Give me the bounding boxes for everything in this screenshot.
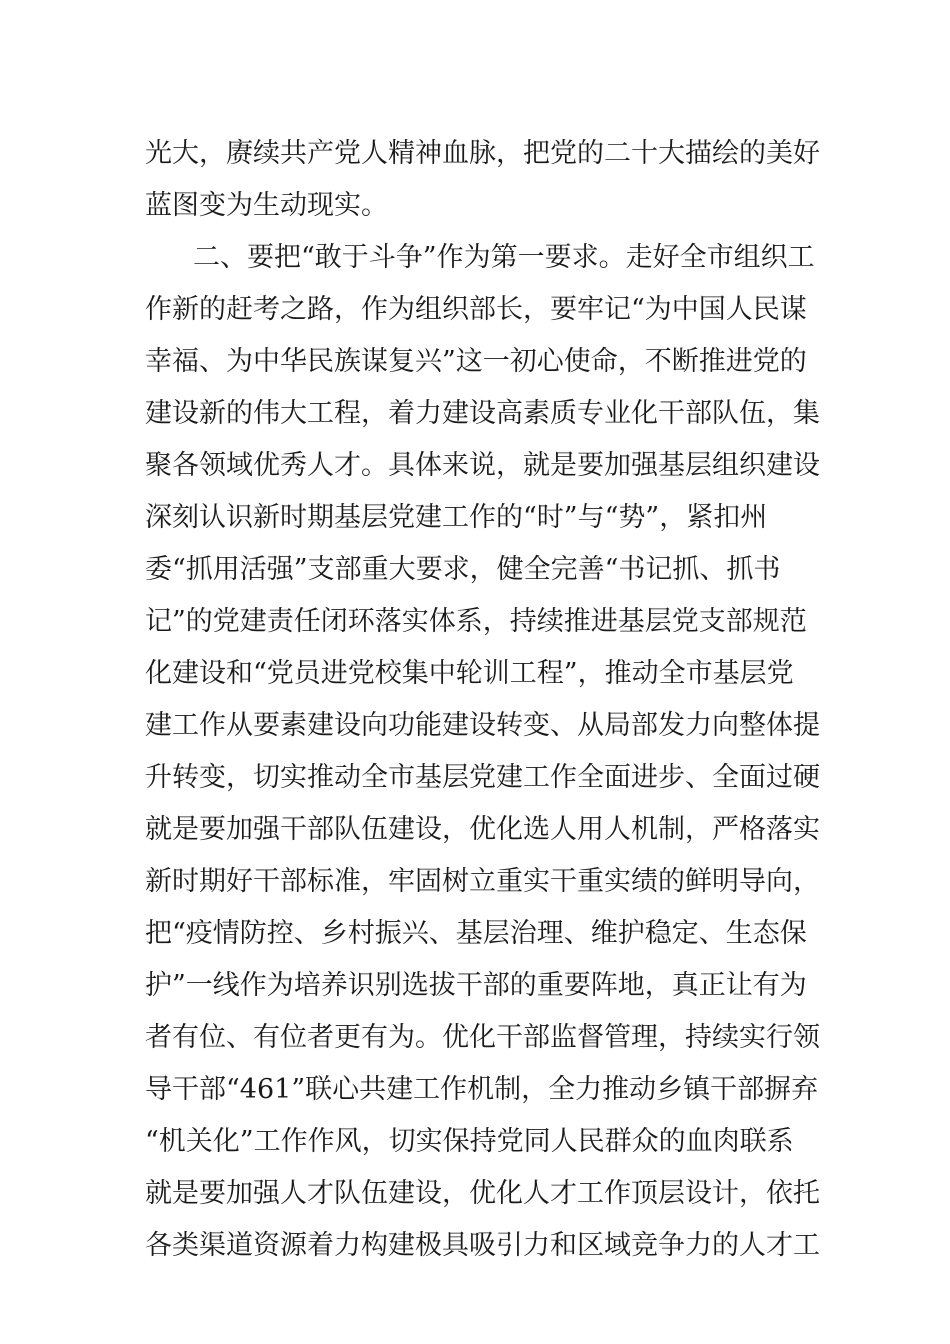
text-line: 导干部“461”联心共建工作机制，全力推动乡镇干部摒弃 [145, 1074, 819, 1105]
text-line: 就是要加强人才队伍建设，优化人才工作顶层设计，依托 [145, 1178, 820, 1209]
text-line: 把“疫情防控、乡村振兴、基层治理、维护稳定、生态保 [145, 918, 807, 949]
text-line: 各类渠道资源着力构建极具吸引力和区域竞争力的人才工 [145, 1230, 820, 1261]
text-line: 就是要加强干部队伍建设，优化选人用人机制，严格落实 [145, 814, 820, 845]
body-text [145, 128, 820, 1272]
text-line: 化建设和“党员进党校集中轮训工程”，推动全市基层党 [145, 658, 794, 689]
text-line: 记”的党建责任闭环落实体系，持续推进基层党支部规范 [145, 606, 807, 637]
text-line: 者有位、有位者更有为。优化干部监督管理，持续实行领 [145, 1022, 820, 1053]
text-line: 作新的赶考之路，作为组织部长，要牢记“为中国人民谋 [145, 294, 807, 325]
text-line: 委“抓用活强”支部重大要求，健全完善“书记抓、抓书 [145, 554, 781, 585]
text-line: 升转变，切实推动全市基层党建工作全面进步、全面过硬 [145, 762, 820, 793]
text-line: 幸福、为中华民族谋复兴”这一初心使命，不断推进党的 [145, 346, 807, 377]
text-line: 深刻认识新时期基层党建工作的“时”与“势”，紧扣州 [145, 502, 768, 533]
section-heading-line: 二、要把“敢于斗争”作为第一要求。走好全市组织工 [193, 242, 815, 273]
text-line: “机关化”工作作风，切实保持党同人民群众的血肉联系 [145, 1126, 794, 1157]
text-line: 护”一线作为培养识别选拔干部的重要阵地，真正让有为 [145, 970, 807, 1001]
text-line: 聚各领域优秀人才。具体来说，就是要加强基层组织建设 [145, 450, 820, 481]
text-line: 蓝图变为生动现实。 [145, 190, 388, 221]
text-line: 建设新的伟大工程，着力建设高素质专业化干部队伍，集 [145, 398, 820, 429]
text-line: 建工作从要素建设向功能建设转变、从局部发力向整体提 [145, 710, 820, 741]
text-line: 光大，赓续共产党人精神血脉，把党的二十大描绘的美好 [145, 138, 820, 169]
text-line: 新时期好干部标准，牢固树立重实干重实绩的鲜明导向， [145, 866, 820, 897]
